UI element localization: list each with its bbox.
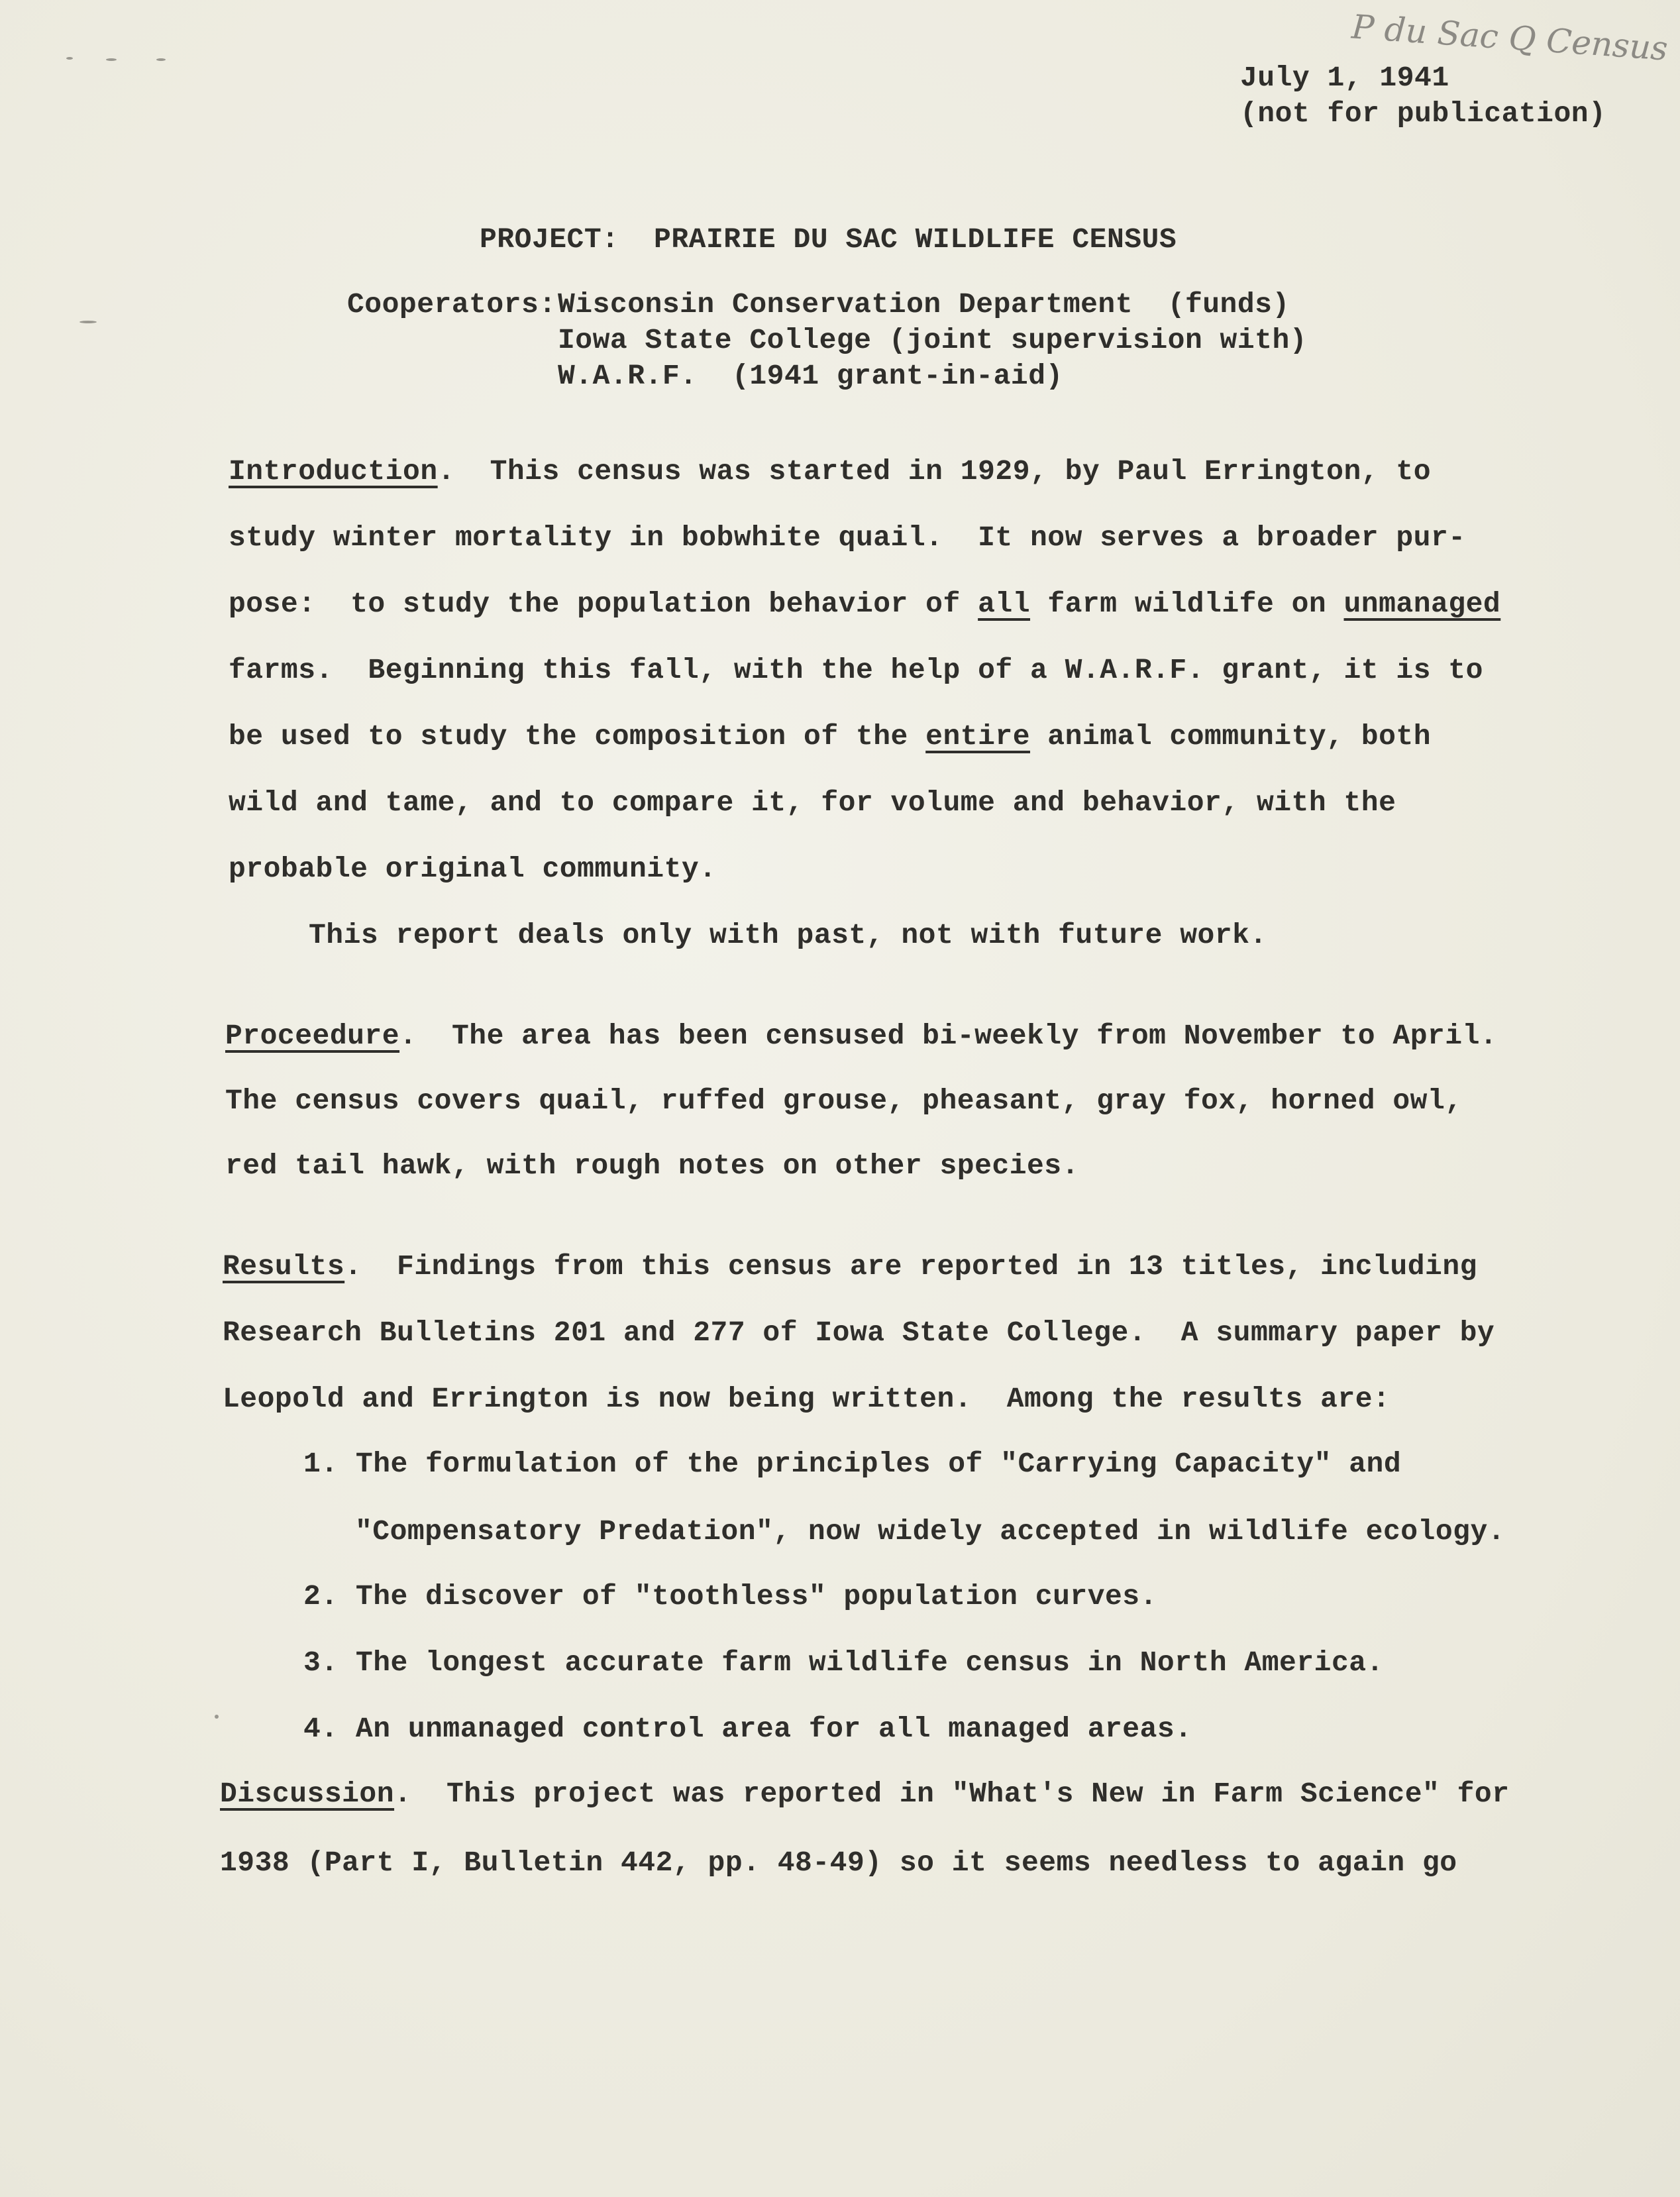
result-item: 4. An unmanaged control area for all managed areas.: [303, 1713, 1192, 1745]
project-title: PROJECT: PRAIRIE DU SAC WILDLIFE CENSUS: [480, 223, 1177, 256]
paper-speck: [215, 1715, 219, 1719]
cooperator-line: Iowa State College (joint supervision with): [558, 324, 1308, 356]
results-line: Leopold and Errington is now being written. Among the results are:: [223, 1383, 1391, 1415]
result-item: 3. The longest accurate farm wildlife census in North America.: [303, 1646, 1384, 1679]
results-line: Research Bulletins 201 and 277 of Iowa State College. A summary paper by: [223, 1316, 1495, 1349]
emphasis-unmanaged: unmanaged: [1343, 588, 1501, 620]
results-heading: Results: [223, 1250, 345, 1283]
publication-notice: (not for publication): [1240, 97, 1606, 130]
intro-line: This census was started in 1929, by Paul Errington, to: [454, 455, 1432, 488]
paper-speck: [156, 58, 166, 61]
procedure-line: red tail hawk, with rough notes on other species.: [225, 1150, 1079, 1182]
introduction-paragraph: Introduction. This census was started in 1929, by Paul Errington, to: [229, 455, 1432, 488]
cooperator-line: W.A.R.F. (1941 grant-in-aid): [558, 360, 1063, 392]
emphasis-entire: entire: [925, 720, 1030, 753]
discussion-line: 1938 (Part I, Bulletin 442, pp. 48-49) so it seems needless to again go: [220, 1847, 1457, 1879]
results-paragraph: Results. Findings from this census are reported in 13 titles, including: [223, 1250, 1477, 1283]
discussion-heading: Discussion: [220, 1778, 395, 1810]
intro-line: wild and tame, and to compare it, for volume and behavior, with the: [229, 786, 1396, 819]
introduction-heading: Introduction: [229, 455, 438, 488]
intro-line: probable original community.: [229, 853, 717, 885]
procedure-heading: Proceedure: [225, 1020, 400, 1052]
intro-line-3: pose: to study the population behavior of all farm wildlife on unmanaged: [229, 588, 1501, 620]
paper-speck: [106, 58, 117, 61]
result-item: 1. The formulation of the principles of "Carrying Capacity" and: [303, 1448, 1402, 1480]
paper-speck: [79, 321, 97, 323]
procedure-paragraph: Proceedure. The area has been censused bi-weekly from November to April.: [225, 1020, 1498, 1052]
result-item: 2. The discover of "toothless" population curves.: [303, 1580, 1157, 1613]
intro-line: farms. Beginning this fall, with the help of a W.A.R.F. grant, it is to: [229, 654, 1483, 686]
procedure-line: The census covers quail, ruffed grouse, pheasant, gray fox, horned owl,: [225, 1085, 1463, 1117]
discussion-paragraph: Discussion. This project was reported in "What's New in Farm Science" for: [220, 1778, 1510, 1810]
intro-line: study winter mortality in bobwhite quail. It now serves a broader pur-: [229, 521, 1466, 554]
cooperator-line: Wisconsin Conservation Department (funds): [558, 288, 1290, 321]
result-item-continuation: "Compensatory Predation", now widely accepted in wildlife ecology.: [355, 1515, 1506, 1548]
intro-line: This report deals only with past, not with future work.: [309, 919, 1267, 951]
date-line: July 1, 1941: [1240, 62, 1449, 94]
cooperators-label: Cooperators:: [347, 288, 556, 321]
paper-speck: [66, 57, 73, 60]
emphasis-all: all: [978, 588, 1031, 620]
handwritten-note: P du Sac Q Census: [1350, 7, 1669, 68]
intro-line-5: be used to study the composition of the entire animal community, both: [229, 720, 1431, 753]
